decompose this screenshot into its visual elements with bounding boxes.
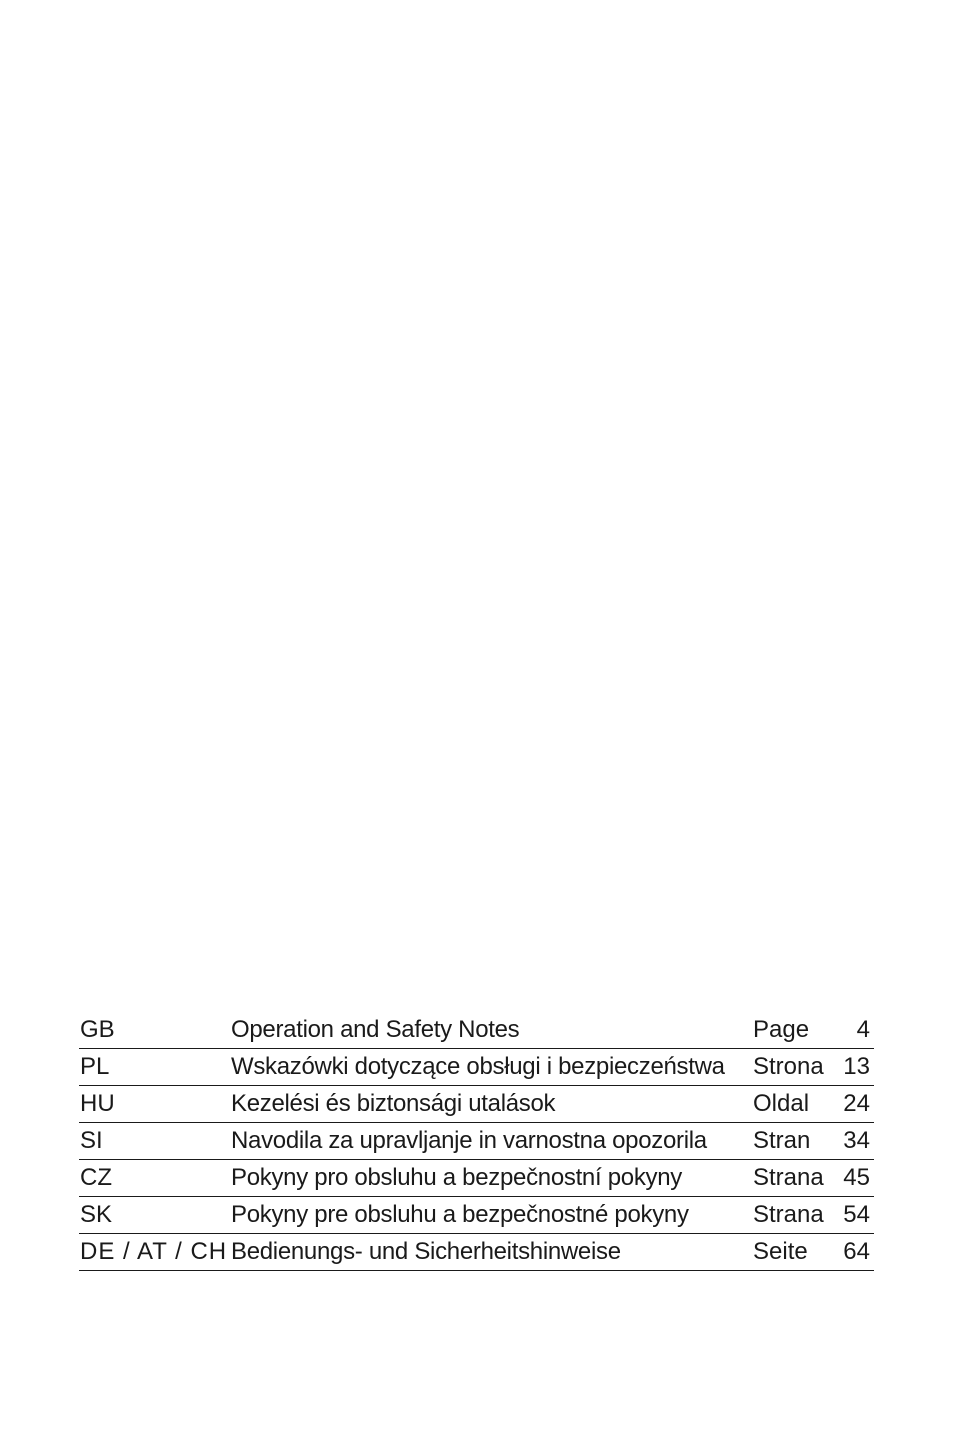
toc-page-label: Page <box>753 1016 810 1043</box>
toc-section-title: Pokyny pre obsluhu a bezpečnostné pokyny <box>231 1201 689 1228</box>
toc-page-number: 4 <box>856 1016 870 1043</box>
toc-language-code: SK <box>80 1201 113 1228</box>
toc-section-title: Navodila za upravljanje in varnostna opozorila <box>231 1127 707 1154</box>
toc-language-code: PL <box>80 1053 110 1080</box>
toc-row-sk[interactable] <box>79 1197 874 1234</box>
table-of-contents <box>79 1012 874 1271</box>
toc-page-label: Stran <box>753 1127 811 1154</box>
toc-page-label: Strana <box>753 1201 824 1228</box>
toc-page-number: 34 <box>843 1127 870 1154</box>
toc-language-code: CZ <box>80 1164 112 1191</box>
toc-row-si[interactable] <box>79 1123 874 1160</box>
toc-page-label: Strana <box>753 1164 824 1191</box>
toc-row-de-at-ch[interactable] <box>79 1234 874 1271</box>
toc-section-title: Bedienungs- und Sicherheitshinweise <box>231 1238 621 1265</box>
toc-page-number: 13 <box>843 1053 870 1080</box>
toc-page-label: Seite <box>753 1238 808 1265</box>
toc-row-gb[interactable] <box>79 1012 874 1049</box>
toc-page-number: 45 <box>843 1164 870 1191</box>
toc-row-cz[interactable] <box>79 1160 874 1197</box>
toc-section-title: Operation and Safety Notes <box>231 1016 520 1043</box>
toc-language-code: SI <box>80 1127 103 1154</box>
toc-page-number: 54 <box>843 1201 870 1228</box>
toc-language-code: HU <box>80 1090 115 1117</box>
toc-language-code: DE / AT / CH <box>80 1238 228 1265</box>
toc-row-pl[interactable] <box>79 1049 874 1086</box>
toc-page-number: 64 <box>843 1238 870 1265</box>
toc-page-label: Strona <box>753 1053 824 1080</box>
toc-section-title: Wskazówki dotyczące obsługi i bezpieczeństwa <box>231 1053 725 1080</box>
toc-section-title: Pokyny pro obsluhu a bezpečnostní pokyny <box>231 1164 682 1191</box>
toc-row-hu[interactable] <box>79 1086 874 1123</box>
toc-page-number: 24 <box>843 1090 870 1117</box>
toc-section-title: Kezelési és biztonsági utalások <box>231 1090 556 1117</box>
toc-language-code: GB <box>80 1016 115 1043</box>
toc-page-label: Oldal <box>753 1090 810 1117</box>
